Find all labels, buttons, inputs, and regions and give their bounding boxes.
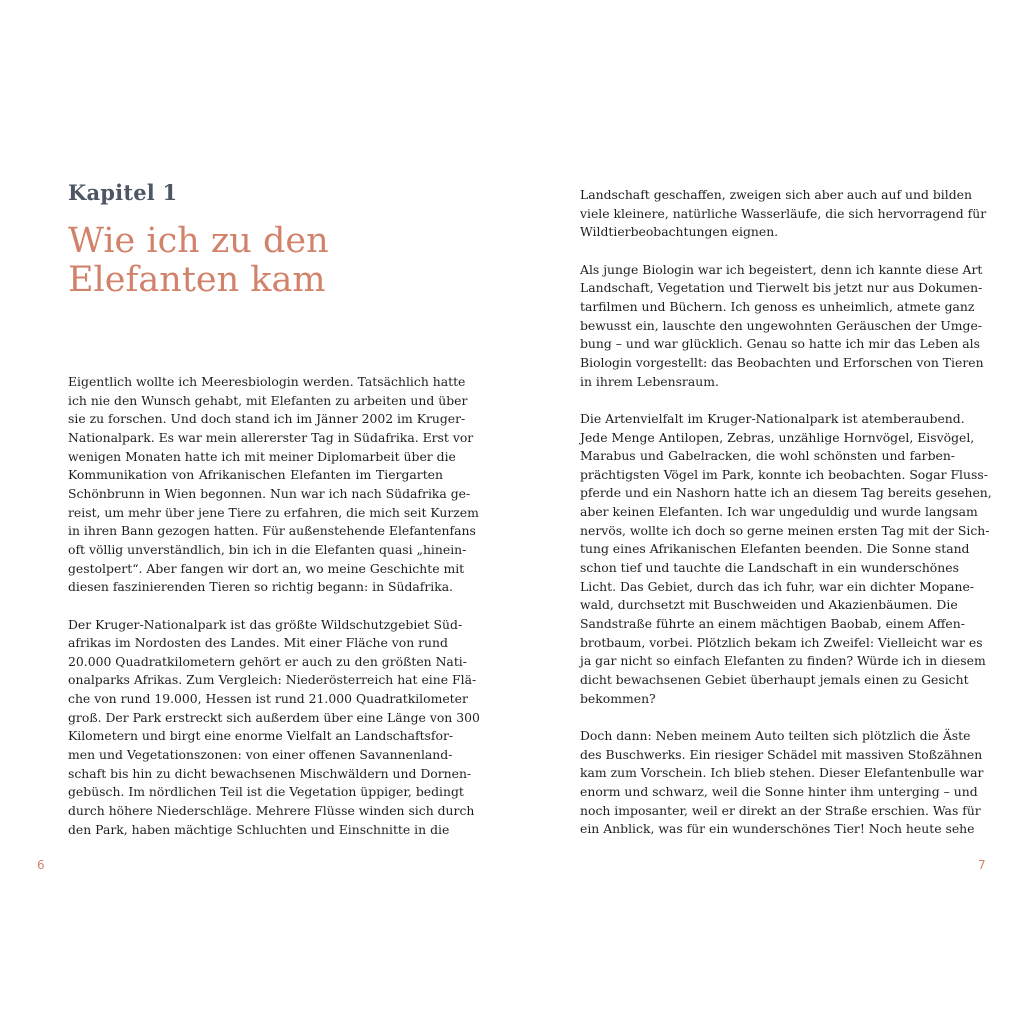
- text-line: afrikas im Nordosten des Landes. Mit einer Fläche von rund: [68, 635, 448, 651]
- text-line: Jede Menge Antilopen, Zebras, unzählige Hornvögel, Eisvögel,: [580, 429, 975, 445]
- text-line: oft völlig unverständlich, bin ich in die Elefanten quasi „hinein-: [68, 541, 467, 557]
- text-line: viele kleinere, natürliche Wasserläufe, die sich hervorragend für: [580, 205, 987, 221]
- paragraph: [68, 616, 480, 840]
- text-line: Landschaft, Vegetation und Tierwelt bis jetzt nur aus Dokumen-: [580, 280, 983, 296]
- text-line: noch imposanter, weil er direkt an der Straße erschien. Was für: [580, 802, 981, 818]
- text-line: gestolpert“. Aber fangen wir dort an, wo meine Geschichte mit: [68, 560, 465, 576]
- text-line: reist, um mehr über jene Tiere zu erfahren, die mich seit Kurzem: [68, 504, 479, 520]
- text-line: sie zu forschen. Und doch stand ich im Jänner 2002 im Kruger-: [68, 411, 466, 427]
- text-line: brotbaum, vorbei. Plötzlich bekam ich Zweifel: Vielleicht war es: [580, 634, 983, 650]
- paragraph: [580, 261, 984, 392]
- text-line: ich nie den Wunsch gehabt, mit Elefanten zu arbeiten und über: [68, 392, 468, 408]
- text-line: durch höhere Niederschläge. Mehrere Flüsse winden sich durch: [68, 803, 475, 819]
- text-line: Eigentlich wollte ich Meeresbiologin werden. Tatsächlich hatte: [68, 374, 466, 389]
- text-line: des Buschwerks. Ein riesiger Schädel mit massiven Stoßzähnen: [580, 746, 983, 762]
- text-line: tarfilmen und Büchern. Ich genoss es unheimlich, atmete ganz: [580, 298, 975, 314]
- text-line: che von rund 19.000, Hessen ist rund 21.000 Quadratkilometer: [68, 691, 468, 707]
- text-line: bewusst ein, lauschte den ungewohnten Geräuschen der Umge-: [580, 317, 982, 333]
- page-number-right: 7: [978, 858, 986, 872]
- paragraph: [580, 186, 987, 242]
- chapter-label: Kapitel 1: [68, 180, 178, 205]
- text-line: pferde und ein Nashorn hatte ich an diesem Tag bereits gesehen,: [580, 485, 992, 501]
- paragraph: [580, 727, 984, 839]
- right-body-text: [580, 186, 992, 839]
- paragraph: [68, 373, 479, 597]
- chapter-title-line: Elefanten kam: [68, 260, 326, 300]
- text-line: Landschaft geschaffen, zweigen sich aber auch auf und bilden: [580, 187, 972, 202]
- text-line: Marabus und Gabelracken, die wohl schönsten und farben-: [580, 448, 955, 464]
- text-line: den Park, haben mächtige Schluchten und Einschnitte in die: [68, 821, 450, 837]
- paragraph: [580, 410, 992, 709]
- text-line: schaft bis hin zu dicht bewachsenen Mischwäldern und Dornen-: [68, 765, 472, 781]
- text-line: wald, durchsetzt mit Buschweiden und Akazienbäumen. Die: [580, 597, 958, 613]
- text-line: Kilometern und birgt eine enorme Vielfalt an Landschaftsfor-: [68, 728, 454, 744]
- left-body-text: [68, 373, 480, 839]
- text-line: Die Artenvielfalt im Kruger-Nationalpark ist atemberaubend.: [580, 410, 965, 426]
- text-line: bung – und war glücklich. Genau so hatte ich mir das Leben als: [580, 336, 980, 352]
- text-line: Als junge Biologin war ich begeistert, denn ich kannte diese Art: [580, 261, 983, 277]
- text-line: groß. Der Park erstreckt sich außerdem über eine Länge von 300: [68, 709, 480, 725]
- text-line: prächtigsten Vögel im Park, konnte ich beobachten. Sogar Fluss-: [580, 466, 988, 482]
- text-line: in ihrem Lebensraum.: [580, 373, 719, 389]
- text-line: Biologin vorgestellt: das Beobachten und Erforschen von Tieren: [580, 354, 984, 370]
- text-line: diesen faszinierenden Tieren so richtig begann: in Südafrika.: [68, 579, 454, 595]
- text-line: schon tief und tauchte die Landschaft in ein wunderschönes: [580, 560, 959, 576]
- text-line: men und Vegetationszonen: von einer offenen Savannenland-: [68, 747, 453, 763]
- right-page: [512, 0, 1024, 1024]
- text-line: nervös, wollte ich doch so gerne meinen ersten Tag mit der Sich-: [580, 522, 990, 538]
- text-line: Der Kruger-Nationalpark ist das größte Wildschutzgebiet Süd-: [68, 616, 463, 632]
- text-line: ja gar nicht so einfach Elefanten zu finden? Würde ich in diesem: [580, 653, 986, 669]
- chapter-title-line: Wie ich zu den: [68, 221, 329, 261]
- text-line: Nationalpark. Es war mein allererster Tag in Südafrika. Erst vor: [68, 429, 474, 445]
- chapter-title: [68, 222, 498, 300]
- text-line: wenigen Monaten hatte ich mit meiner Diplomarbeit über die: [68, 448, 456, 464]
- text-line: onalparks Afrikas. Zum Vergleich: Niederösterreich hat eine Flä-: [68, 672, 477, 688]
- text-line: kam zum Vorschein. Ich blieb stehen. Dieser Elefantenbulle war: [580, 765, 984, 781]
- text-line: in ihren Bann gezogen hatten. Für außenstehende Elefantenfans: [68, 523, 476, 539]
- text-line: Wildtierbeobachtungen eignen.: [580, 224, 779, 240]
- text-line: bekommen?: [580, 690, 656, 706]
- text-line: aber keinen Elefanten. Ich war ungeduldig und wurde langsam: [580, 504, 978, 520]
- text-line: gebüsch. Im nördlichen Teil ist die Vegetation üppiger, bedingt: [68, 784, 464, 800]
- page-number-left: 6: [37, 858, 45, 872]
- text-line: tung eines Afrikanischen Elefanten beenden. Die Sonne stand: [580, 541, 970, 557]
- text-line: dicht bewachsenen Gebiet überhaupt jemals einen zu Gesicht: [580, 672, 969, 688]
- text-line: 20.000 Quadratkilometern gehört er auch zu den größten Nati-: [68, 653, 467, 669]
- text-line: Schönbrunn in Wien begonnen. Nun war ich nach Südafrika ge-: [68, 485, 471, 501]
- text-line: enorm und schwarz, weil die Sonne hinter ihm unterging – und: [580, 783, 978, 799]
- text-line: Licht. Das Gebiet, durch das ich fuhr, war ein dichter Mopane-: [580, 578, 975, 594]
- text-line: ein Anblick, was für ein wunderschönes Tier! Noch heute sehe: [580, 821, 975, 837]
- text-line: Kommunikation von Afrikanischen Elefanten im Tiergarten: [68, 467, 443, 483]
- text-line: Doch dann: Neben meinem Auto teilten sich plötzlich die Äste: [580, 727, 971, 743]
- text-line: Sandstraße führte an einem mächtigen Baobab, einem Affen-: [580, 616, 965, 632]
